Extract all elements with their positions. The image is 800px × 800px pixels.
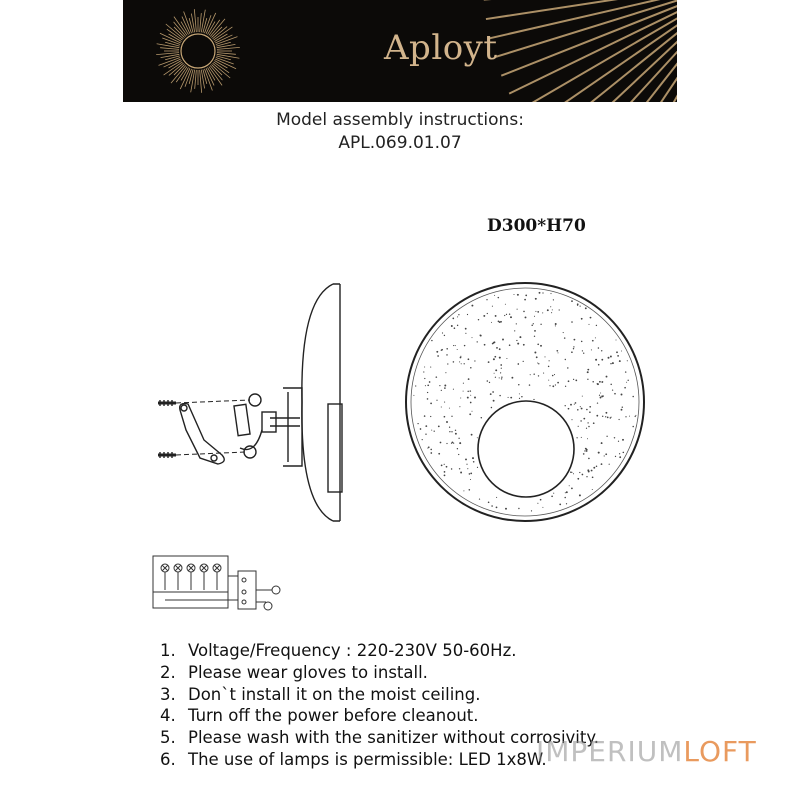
dimensions-label: D300*H70 xyxy=(487,216,586,236)
model-number: APL.069.01.07 xyxy=(338,133,462,153)
instructions-list xyxy=(160,640,599,771)
document-title: Model assembly instructions: xyxy=(276,110,524,130)
instruction-item: 3. Don`t install it on the moist ceiling. xyxy=(160,684,481,704)
watermark: IMPERIUMLOFT xyxy=(536,735,757,768)
side-view-diagram xyxy=(158,284,342,521)
instruction-item: 4. Turn off the power before cleanout. xyxy=(160,706,479,726)
wiring-diagram xyxy=(153,556,280,610)
instruction-item: 6. The use of lamps is permissible: LED 1x8W. xyxy=(160,749,547,769)
brand-name: Aployt xyxy=(384,28,498,68)
front-view-diagram xyxy=(406,283,644,521)
instruction-item: 1. Voltage/Frequency : 220-230V 50-60Hz. xyxy=(160,641,517,660)
instruction-item: 5. Please wash with the sanitizer without corrosivity. xyxy=(160,728,600,748)
instruction-item: 2. Please wear gloves to install. xyxy=(160,662,428,682)
